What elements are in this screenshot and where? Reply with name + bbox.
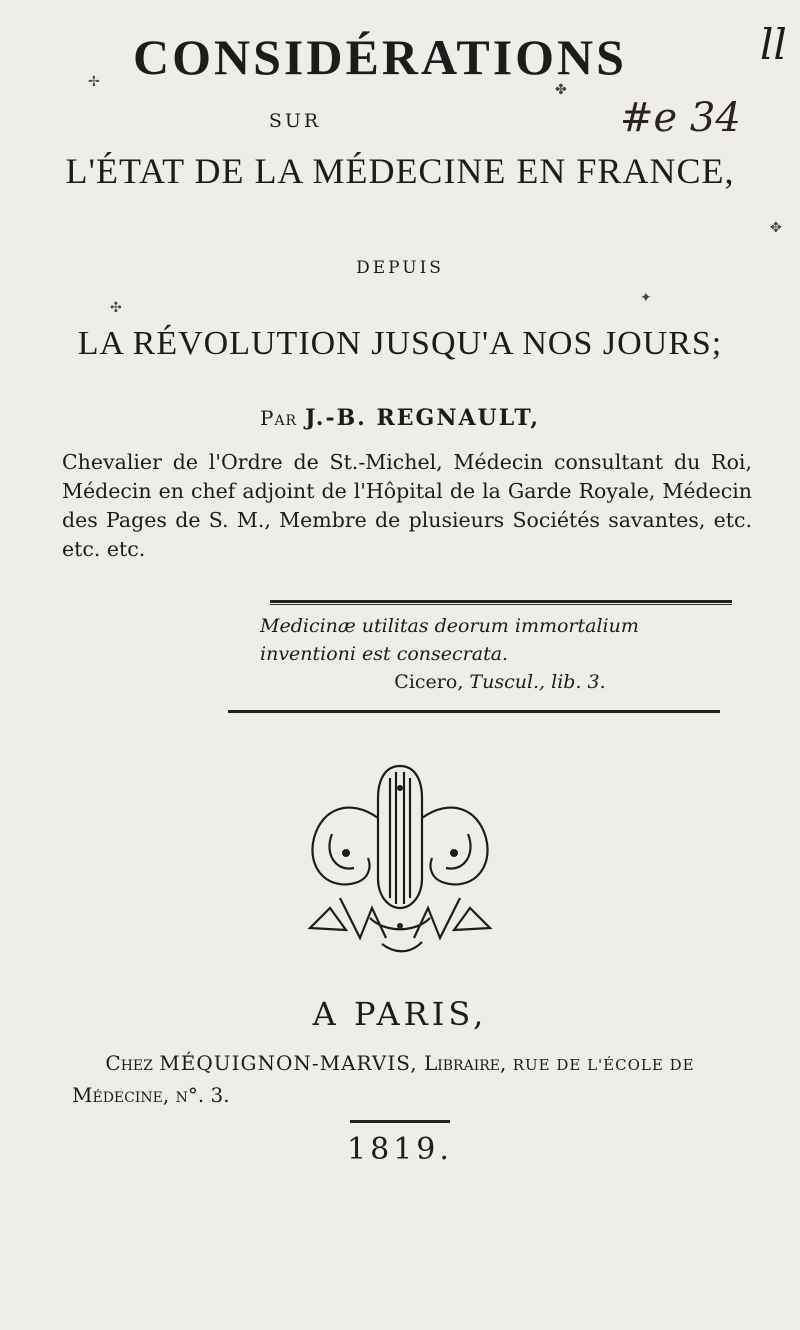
imprint-publisher: MÉQUIGNON-MARVIS, [159,1051,418,1075]
imprint-libraire: Libraire, [423,1051,507,1075]
imprint-line [20,1048,780,1110]
ink-speck: ✣ [110,300,122,316]
imprint-line-1 [20,1048,780,1080]
epigraph-attr-work: Tuscul., [469,671,546,693]
ink-speck: ✢ [88,74,100,90]
author-credentials: Chevalier de l'Ordre de St.-Michel, Médecin consultant du Roi, Médecin en chef adjoint de l'Hôpital de la Garde Royale, Médecin des Pages de S. M., Membre de plusieurs Sociétés savantes, etc. etc. etc. [62,450,752,561]
ink-speck: ✤ [555,82,567,98]
imprint-address: RUE DE L'ÉCOLE DE [512,1056,695,1074]
author-name: J.-B. REGNAULT, [305,405,540,431]
imprint-year: 1819. [347,1132,453,1167]
author-par: Par [259,406,298,430]
year-rule [350,1120,450,1123]
imprint-place: A PARIS, [312,995,488,1033]
title-sur: SUR [268,110,322,132]
epigraph-top-rule-thin [270,604,732,605]
title-main: CONSIDÉRATIONS [133,29,627,85]
handwritten-shelfmark: #e 34 [620,95,741,141]
ink-speck: ✥ [770,220,782,236]
imprint-chez: Chez [105,1051,153,1075]
imprint-address-2: Médecine, n°. 3. [72,1083,230,1107]
author-line [100,405,700,431]
epigraph-line-1: Medicinæ utilitas deorum immortalium [260,615,639,637]
epigraph [260,612,740,696]
epigraph-line-2: inventioni est consecrata. [260,643,509,665]
epigraph-bottom-rule [228,710,720,713]
epigraph-top-rule [270,600,732,603]
marginal-mark: ll [760,20,787,69]
epigraph-attribution [260,668,740,696]
epigraph-attr-author: Cicero, [394,671,464,693]
title-depuis: DEPUIS [356,258,444,278]
printers-ornament-icon [250,758,550,958]
title-subject: L'ÉTAT DE LA MÉDECINE EN FRANCE, [65,151,735,191]
title-period: LA RÉVOLUTION JUSQU'A NOS JOURS; [77,325,723,362]
epigraph-attr-book: lib. 3. [551,671,606,693]
ink-speck: ✦ [640,290,652,306]
